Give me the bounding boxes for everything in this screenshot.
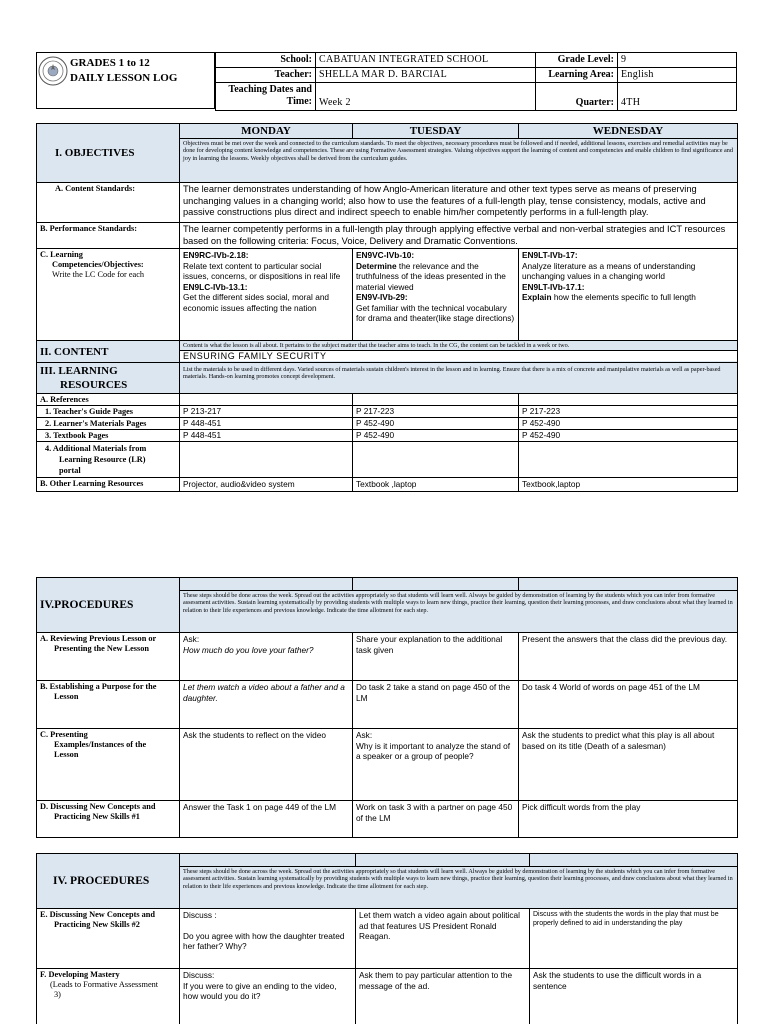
step-b-label-line1: B. Establishing a Purpose for the <box>40 682 157 691</box>
additional-materials-line3: portal <box>59 466 81 475</box>
references-label: A. References <box>37 394 180 406</box>
step-f-label-line1: F. Developing Mastery <box>40 970 120 979</box>
step-e-label <box>37 909 180 969</box>
lc-text-rest: the relevance and the truthfulness of the ideas presented in the material viewed <box>356 260 506 292</box>
procedures-note-2: These steps should be done across the week. Spread out the activities appropriately so that students will learn well. Always be guided by demonstration of learning by the students which you can infer from formative assessment activities. Sustain learning systematically by providing students with multiple ways to learn new things, practice their learning, question their learning processes, and draw conclusions about what they learned in relation to their life experiences and previous knowledge. Indicate the time allotment for each step. <box>180 867 738 909</box>
quarter-label: Quarter: <box>536 83 618 111</box>
lc-verb: Determine <box>356 260 397 271</box>
step-f-tue: Ask them to pay particular attention to the message of the ad. <box>356 969 530 1024</box>
blank-header <box>180 854 356 867</box>
competencies-label-line2: Competencies/Objectives: <box>52 260 144 269</box>
content-value: ENSURING FAMILY SECURITY <box>180 350 737 361</box>
content-standards-label: A. Content Standards: <box>37 183 180 223</box>
lc-code: EN9LT-IVb-17: <box>522 250 578 260</box>
step-f-mon <box>180 969 356 1024</box>
step-d-wed: Pick difficult words from the play <box>519 801 738 838</box>
step-e-mon-line1: Discuss : <box>183 910 217 920</box>
additional-materials-line2: Learning Resource (LR) <box>59 455 146 464</box>
teachers-guide-tue: P 217-223 <box>353 406 519 418</box>
step-c-mon: Ask the students to reflect on the video <box>180 729 353 801</box>
empty-cell <box>519 394 738 406</box>
teacher-label: Teacher: <box>216 68 316 83</box>
performance-standards-value: The learner competently performs in a full-length play through applying effective verbal and non-verbal strategies and ICT resources based on the following criteria: Focus, Voice, Delivery and Dramatic Conventions. <box>180 223 738 249</box>
step-f-mon-line2: If you were to give an ending to the video, how would you do it? <box>183 980 337 1001</box>
learning-area-label: Learning Area: <box>536 68 618 83</box>
lc-code: EN9LT-IVb-17.1: <box>522 281 585 292</box>
step-a-tue: Share your explanation to the additional task given <box>353 633 519 681</box>
learners-materials-label: 2. Learner's Materials Pages <box>37 418 180 430</box>
other-resources-tue: Textbook ,laptop <box>353 478 519 492</box>
empty-cell <box>180 394 353 406</box>
procedures-table-1 <box>36 577 738 838</box>
dates-label-line2: Time: <box>286 96 312 107</box>
header-title-line1: GRADES 1 to 12 <box>70 57 150 69</box>
step-f-label-line2: (Leads to Formative Assessment <box>50 980 159 989</box>
learners-materials-tue: P 452-490 <box>353 418 519 430</box>
procedures-heading: IV.PROCEDURES <box>37 578 180 633</box>
teachers-guide-label: 1. Teacher's Guide Pages <box>37 406 180 418</box>
competencies-label-line1: C. Learning <box>40 250 83 259</box>
lc-text: Get familiar with the technical vocabulary for drama and theater(like stage directions) <box>356 302 515 323</box>
header-table <box>215 52 737 111</box>
step-a-wed: Present the answers that the class did the previous day. <box>519 633 738 681</box>
step-b-mon: Let them watch a video about a father and a daughter. <box>180 681 353 729</box>
step-a-label <box>37 633 180 681</box>
additional-materials-line1: 4. Additional Materials from <box>45 444 147 453</box>
step-a-mon-line2: How much do you love your father? <box>183 644 314 655</box>
resources-heading-line2: RESOURCES <box>60 379 128 391</box>
content-standards-value: The learner demonstrates understanding of how Anglo-American literature and other text types serve as means of preserving unchanging values in a changing world; also how to use the features of a full-length play, tense consistency, modals, active and passive constructions plus direct and indirect speech to enable him/her competently performs in a full-length play. <box>180 183 738 223</box>
deped-seal-icon <box>38 56 68 86</box>
step-c-label-line3: Lesson <box>54 750 79 759</box>
day-wednesday: WEDNESDAY <box>519 124 738 139</box>
step-e-mon-line2: Do you agree with how the daughter treated her father? Why? <box>183 930 345 951</box>
textbook-pages-wed: P 452-490 <box>519 430 738 442</box>
blank-header <box>356 854 530 867</box>
dates-value: Week 2 <box>316 83 536 111</box>
step-b-wed: Do task 4 World of words on page 451 of the LM <box>519 681 738 729</box>
step-e-label-line2: Practicing New Skills #2 <box>54 920 140 929</box>
teachers-guide-wed: P 217-223 <box>519 406 738 418</box>
step-e-wed: Discuss with the students the words in the play that must be properly defined to aid in understanding the play <box>530 909 738 969</box>
step-a-label-line1: A. Reviewing Previous Lesson or <box>40 634 157 643</box>
step-f-wed: Ask the students to use the difficult words in a sentence <box>530 969 738 1024</box>
step-c-tue-line2: Why is it important to analyze the stand of a speaker or a group of people? <box>356 740 511 761</box>
procedures-table-2 <box>36 853 738 1024</box>
grade-level-label: Grade Level: <box>536 53 618 68</box>
step-a-label-line2: Presenting the New Lesson <box>54 644 150 653</box>
step-d-label <box>37 801 180 838</box>
lc-code: EN9VC-IVb-10: <box>356 250 415 260</box>
lc-code: EN9LC-IVb-13.1: <box>183 281 248 292</box>
textbook-pages-tue: P 452-490 <box>353 430 519 442</box>
step-e-tue: Let them watch a video again about political ad that features US President Ronald Reagan. <box>356 909 530 969</box>
other-resources-wed: Textbook,laptop <box>519 478 738 492</box>
objectives-heading: I. OBJECTIVES <box>37 124 180 183</box>
additional-materials-label <box>37 442 180 478</box>
procedures-heading-2: IV. PROCEDURES <box>37 854 180 909</box>
step-b-label-line2: Lesson <box>54 692 79 701</box>
step-c-label <box>37 729 180 801</box>
objectives-note: Objectives must be met over the week and connected to the curriculum standards. To meet the objectives, necessary procedures must be followed and if needed, additional lessons, exercises and remedial activities may be done for developing content knowledge and competencies. These are using Formative Assessment strategies. Valuing objectives support the learning of content and competencies and enable children to find significance and joy in learning the lessons. Weekly objectives shall be derived from the curriculum guides. <box>180 139 738 183</box>
step-d-mon: Answer the Task 1 on page 449 of the LM <box>180 801 353 838</box>
step-d-label-line2: Practicing New Skills #1 <box>54 812 140 821</box>
blank-header <box>180 578 353 591</box>
learners-materials-mon: P 448-451 <box>180 418 353 430</box>
header-title-line2: DAILY LESSON LOG <box>70 72 178 84</box>
learners-materials-wed: P 452-490 <box>519 418 738 430</box>
content-heading: II. CONTENT <box>37 341 180 363</box>
step-e-label-line1: E. Discussing New Concepts and <box>40 910 156 919</box>
lc-text: Analyze literature as a means of understanding unchanging values in a changing world <box>522 260 696 281</box>
empty-cell <box>353 394 519 406</box>
blank-header <box>353 578 519 591</box>
procedures-note: These steps should be done across the week. Spread out the activities appropriately so that students will learn well. Always be guided by demonstration of learning by the students which you can infer from formative assessment activities. Sustain learning systematically by providing students with multiple ways to learn new things, practice their learning, question their learning processes, and draw conclusions about what they learned in relation to their life experiences and previous knowledge. Indicate the time allotment for each step. <box>180 591 738 633</box>
lc-code: EN9V-IVb-29: <box>356 292 408 302</box>
content-cell <box>180 341 738 363</box>
other-resources-mon: Projector, audio&video system <box>180 478 353 492</box>
lc-text <box>356 261 515 293</box>
step-d-tue: Work on task 3 with a partner on page 450 of the LM <box>353 801 519 838</box>
lc-text <box>522 292 734 303</box>
step-a-mon-line1: Ask: <box>183 634 200 644</box>
step-c-label-line2: Examples/Instances of the <box>54 740 147 749</box>
step-d-label-line1: D. Discussing New Concepts and <box>40 802 156 811</box>
day-monday: MONDAY <box>180 124 353 139</box>
step-f-label <box>37 969 180 1024</box>
teachers-guide-mon: P 213-217 <box>180 406 353 418</box>
competencies-tuesday <box>353 249 519 341</box>
step-f-mon-line1: Discuss: <box>183 970 215 980</box>
school-label: School: <box>216 53 316 68</box>
teacher-value: SHELLA MAR D. BARCIAL <box>316 68 536 83</box>
lc-code: EN9RC-IVb-2.18: <box>183 250 249 260</box>
step-a-mon <box>180 633 353 681</box>
resources-note: List the materials to be used in different days. Varied sources of materials sustain children's interest in the lesson and in learning. Ensure that there is a mix of concrete and manipulative materials as well as paper-based materials. Hands-on learning promotes concept development. <box>180 363 738 394</box>
step-b-label <box>37 681 180 729</box>
dates-label <box>216 83 316 111</box>
resources-heading-line1: III. LEARNING <box>40 365 118 377</box>
competencies-monday <box>180 249 353 341</box>
step-c-tue-line1: Ask: <box>356 730 373 740</box>
school-value: CABATUAN INTEGRATED SCHOOL <box>316 53 536 68</box>
step-f-label-line3: 3) <box>54 990 61 999</box>
textbook-pages-mon: P 448-451 <box>180 430 353 442</box>
grade-level-value: 9 <box>618 53 737 68</box>
resources-heading <box>37 363 180 394</box>
competencies-label <box>37 249 180 341</box>
step-c-label-line1: C. Presenting <box>40 730 88 739</box>
step-e-mon <box>180 909 356 969</box>
blank-header <box>530 854 738 867</box>
step-b-tue: Do task 2 take a stand on page 450 of the LM <box>353 681 519 729</box>
lc-text: Relate text content to particular social issues, concerns, or dispositions in real life <box>183 260 341 281</box>
competencies-label-line3: Write the LC Code for each <box>52 270 145 279</box>
learning-area-value: English <box>618 68 737 83</box>
empty-cell <box>353 442 519 478</box>
empty-cell <box>180 442 353 478</box>
lc-text: Get the different sides social, moral and economic issues affecting the nation <box>183 292 330 313</box>
day-tuesday: TUESDAY <box>353 124 519 139</box>
competencies-wednesday <box>519 249 738 341</box>
step-c-wed: Ask the students to predict what this play is all about based on its title (Death of a salesman) <box>519 729 738 801</box>
content-note: Content is what the lesson is all about. It pertains to the subject matter that the teacher aims to teach. In the CG, the content can be tackled in a week or two. <box>183 342 570 349</box>
performance-standards-label: B. Performance Standards: <box>37 223 180 249</box>
objectives-table <box>36 123 738 492</box>
dates-label-line1: Teaching Dates and <box>228 84 312 95</box>
other-resources-label: B. Other Learning Resources <box>37 478 180 492</box>
step-c-tue <box>353 729 519 801</box>
lc-verb: Explain <box>522 292 552 302</box>
lc-text-rest: how the elements specific to full length <box>551 292 696 302</box>
blank-header <box>519 578 738 591</box>
quarter-value: 4TH <box>618 83 737 111</box>
empty-cell <box>519 442 738 478</box>
textbook-pages-label: 3. Textbook Pages <box>37 430 180 442</box>
